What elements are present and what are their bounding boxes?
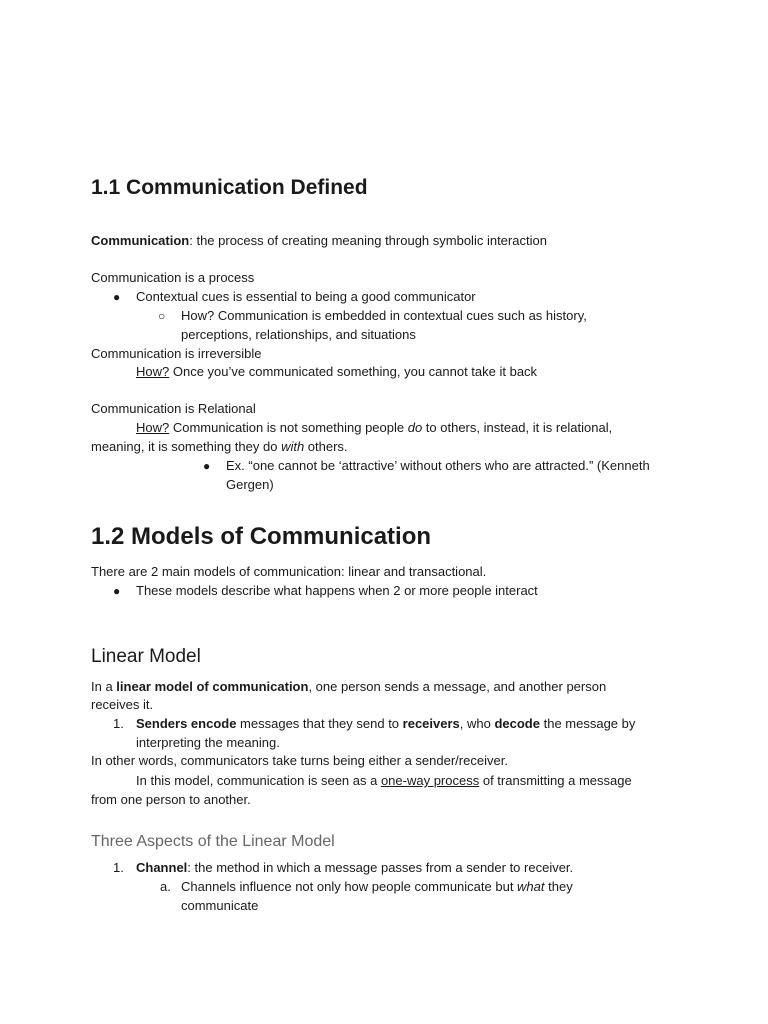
linear-p1-line-2: receives it. xyxy=(91,697,154,712)
how-link: How? xyxy=(136,364,170,379)
senders-item-line-2: interpreting the meaning. xyxy=(136,735,280,750)
sub-list-label: a. xyxy=(160,879,171,894)
model-line-2: from one person to another. xyxy=(91,792,251,807)
linear-p1-line-1: In a linear model of communication, one person sends a message, and another person xyxy=(91,679,607,694)
relational-line-2: meaning, it is something they do with others. xyxy=(91,439,348,454)
models-bullet: These models describe what happens when 2 or more people interact xyxy=(136,583,538,598)
relational-title: Communication is Relational xyxy=(91,401,256,416)
example-line-1: Ex. “one cannot be ‘attractive’ without others who are attracted.” (Kenneth xyxy=(226,458,650,473)
models-intro: There are 2 main models of communication: linear and transactional. xyxy=(91,564,487,579)
circle-marker: ○ xyxy=(158,309,166,323)
process-sub-line-1: How? Communication is embedded in contextual cues such as history, xyxy=(181,308,587,323)
list-number: 1. xyxy=(113,860,124,875)
process-title: Communication is a process xyxy=(91,270,255,285)
linear-model-heading: Linear Model xyxy=(91,646,201,667)
example-line-2: Gergen) xyxy=(226,477,274,492)
section-heading-1-2: 1.2 Models of Communication xyxy=(91,523,432,550)
aspects-heading: Three Aspects of the Linear Model xyxy=(91,833,335,850)
bullet-marker: ● xyxy=(203,459,211,473)
process-sub-line-2: perceptions, relationships, and situations xyxy=(181,327,416,342)
how-link: How? xyxy=(136,420,170,435)
definition-term: Communication xyxy=(91,233,190,248)
bullet-marker: ● xyxy=(113,584,121,598)
list-number: 1. xyxy=(113,716,124,731)
relational-line-1: How? Communication is not something people do to others, instead, it is relational, xyxy=(136,420,613,435)
other-words-line: In other words, communicators take turns being either a sender/receiver. xyxy=(91,753,508,768)
senders-item-line-1: Senders encode messages that they send to receivers, who decode the message by xyxy=(136,716,636,731)
definition-line xyxy=(91,232,547,250)
channel-sub-line-1: Channels influence not only how people communicate but what they xyxy=(181,879,573,894)
definition-text: : the process of creating meaning through symbolic interaction xyxy=(189,233,547,248)
model-line-1: In this model, communication is seen as a one-way process of transmitting a message xyxy=(136,773,632,788)
channel-item: Channel: the method in which a message passes from a sender to receiver. xyxy=(136,860,574,875)
channel-sub-line-2: communicate xyxy=(181,898,259,913)
section-heading-1-1: 1.1 Communication Defined xyxy=(91,176,368,199)
bullet-marker: ● xyxy=(113,290,121,304)
irreversible-title: Communication is irreversible xyxy=(91,346,262,361)
process-bullet: Contextual cues is essential to being a good communicator xyxy=(136,289,476,304)
irreversible-line: How? Once you’ve communicated something, you cannot take it back xyxy=(136,364,538,379)
